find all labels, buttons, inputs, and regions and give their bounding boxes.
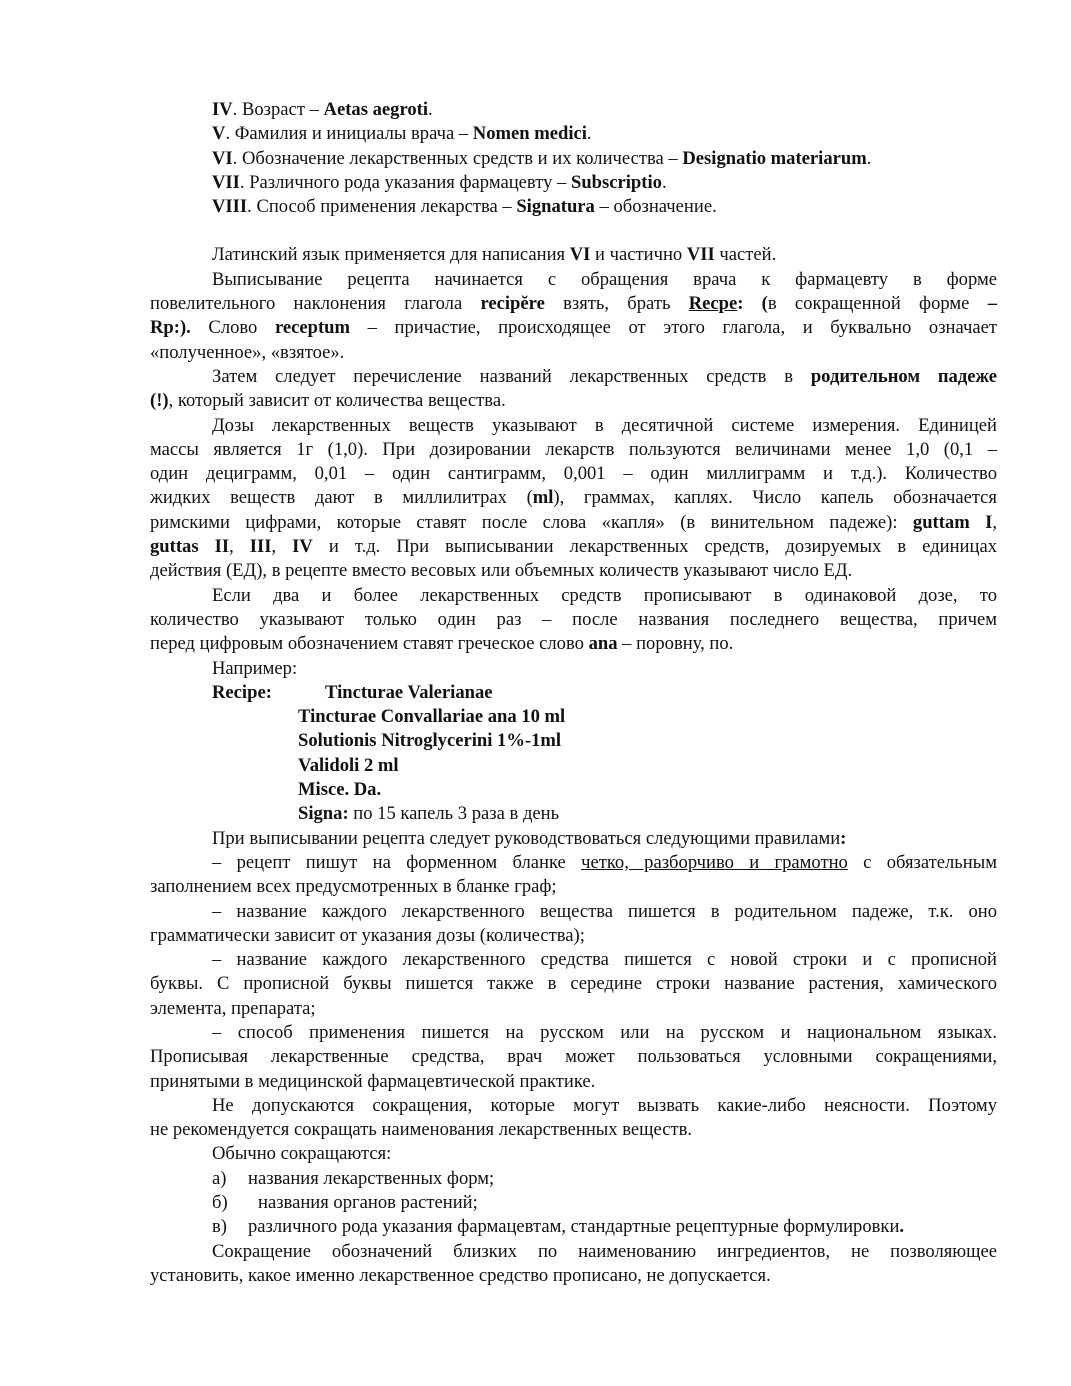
abbreviation-paragraph: Не допускаются сокращения, которые могут вызвать какие-либо неясности. Поэтому не рекомендуется сокращать наименования лекарственных веществ. Обычно сокращаются: а) названия лекарственных форм; б) названия органов растений; в) различного рода указания фармацевтам, стандартные рецептурные формулировки. Сокращение обозначений близких по наименованию ингредиентов, не позволяющее установить, какое именно лекарственное средство прописано, не допускается. <box>150 1094 997 1286</box>
list-item: в) различного рода указания фармацевтам, стандартные рецептурные формулировки. <box>212 1216 905 1238</box>
recipe-instruction: Misce. Da. <box>298 779 382 801</box>
rule-item: – рецепт пишут на форменном бланке четко, разборчиво и грамотно с обязательным <box>212 851 997 873</box>
prescription-parts-list <box>150 98 997 219</box>
list-item: а) названия лекарственных форм; <box>212 1167 495 1189</box>
doses-paragraph: Дозы лекарственных веществ указывают в десятичной системе измерения. Единицей массы является 1г (1,0). При дозировании лекарств пользуются величинами менее 1,0 (0,1 – один дециграмм, 0,01 – один сантиграмм, 0,001 – один миллиграмм и т.д.). Количество жидких веществ дают в миллилитрах (ml), граммах, каплях. Число капель обозначается римскими цифрами, которые ставят после слова «капля» (в винительном падеже): guttam I, guttas II, III, IV и т.д. При выписывании лекарственных средств, дозируемых в единицах действия (ЕД), в рецепте вместо весовых или объемных количеств указывают число ЕД. <box>150 414 998 582</box>
paragraph-gap <box>150 219 997 243</box>
recipe-first-line <box>150 681 997 705</box>
part-vi: VI. Обозначение лекарственных средств и их количества – Designatio materiarum. <box>212 147 872 169</box>
recipe-example <box>150 681 997 827</box>
ana-paragraph: Если два и более лекарственных средств прописывают в одинаковой дозе, то количество указывают только один раз – после названия последнего вещества, причем перед цифровым обозначением ставят греческое слово ana – поровну, по. <box>150 584 997 655</box>
genitive-paragraph: Затем следует перечисление названий лекарственных средств в родительном падеже (!), который зависит от количества вещества. <box>150 365 998 412</box>
part-viii: VIII. Способ применения лекарства – Signatura – обозначение. <box>212 196 717 218</box>
rule-item: – название каждого лекарственного вещества пишется в родительном падеже, т.к. оно <box>212 900 997 922</box>
rule-item: – способ применения пишется на русском или на русском и национальном языках. <box>212 1021 997 1043</box>
rules-intro: При выписывании рецепта следует руководствоваться следующими правилами: <box>212 827 847 849</box>
recipe-signa: Signa: по 15 капель 3 раза в день <box>298 803 560 825</box>
part-v: V. Фамилия и инициалы врача – Nomen medici. <box>212 123 592 145</box>
part-iv: IV. Возраст – Aetas aegroti. <box>212 99 433 120</box>
document-page <box>150 98 997 1288</box>
recipe-ingredient: Tincturae Convallariae ana 10 ml <box>298 706 566 728</box>
recipe-ingredient: Tincturae Valerianae <box>325 681 493 703</box>
list-item: б) названия органов растений; <box>212 1192 478 1214</box>
rule-item: – название каждого лекарственного средства пишется с новой строки и с прописной <box>212 949 997 971</box>
recipe-ingredient: Solutionis Nitroglycerini 1%-1ml <box>298 730 562 752</box>
recipe-label: Recipe: <box>212 681 272 703</box>
part-vii: VII. Различного рода указания фармацевту – Subscriptio. <box>212 171 667 193</box>
rules-list: – рецепт пишут на форменном бланке четко, разборчиво и грамотно с обязательным заполнением всех предусмотренных в бланке граф; – название каждого лекарственного вещества пишется в родительном падеже, т.к. оно грамматически зависит от указания дозы (количества); – название каждого лекарственного средства пишется с новой строки и с прописной буквы. С прописной буквы пишется также в середине строки название растения, хамического элемента, препарата; – способ применения пишется на русском или на русском и национальном языках. Прописывая лекарственные средства, врач может пользоваться условными сокращениями, принятыми в медицинской фармацевтической практике. <box>150 851 997 1092</box>
example-label: Например: <box>212 657 298 679</box>
recipere-paragraph: Выписывание рецепта начинается с обращения врача к фармацевту в форме повелительного наклонения глагола recipĕre взять, брать Recpe: (в сокращенной форме – Rp:). Слово receptum – причастие, происходящее от этого глагола, и буквально означает «полученное», «взятое». <box>150 268 997 363</box>
recipe-ingredient: Validoli 2 ml <box>298 754 399 776</box>
latin-usage-paragraph: Латинский язык применяется для написания VI и частично VII частей. <box>212 244 777 266</box>
